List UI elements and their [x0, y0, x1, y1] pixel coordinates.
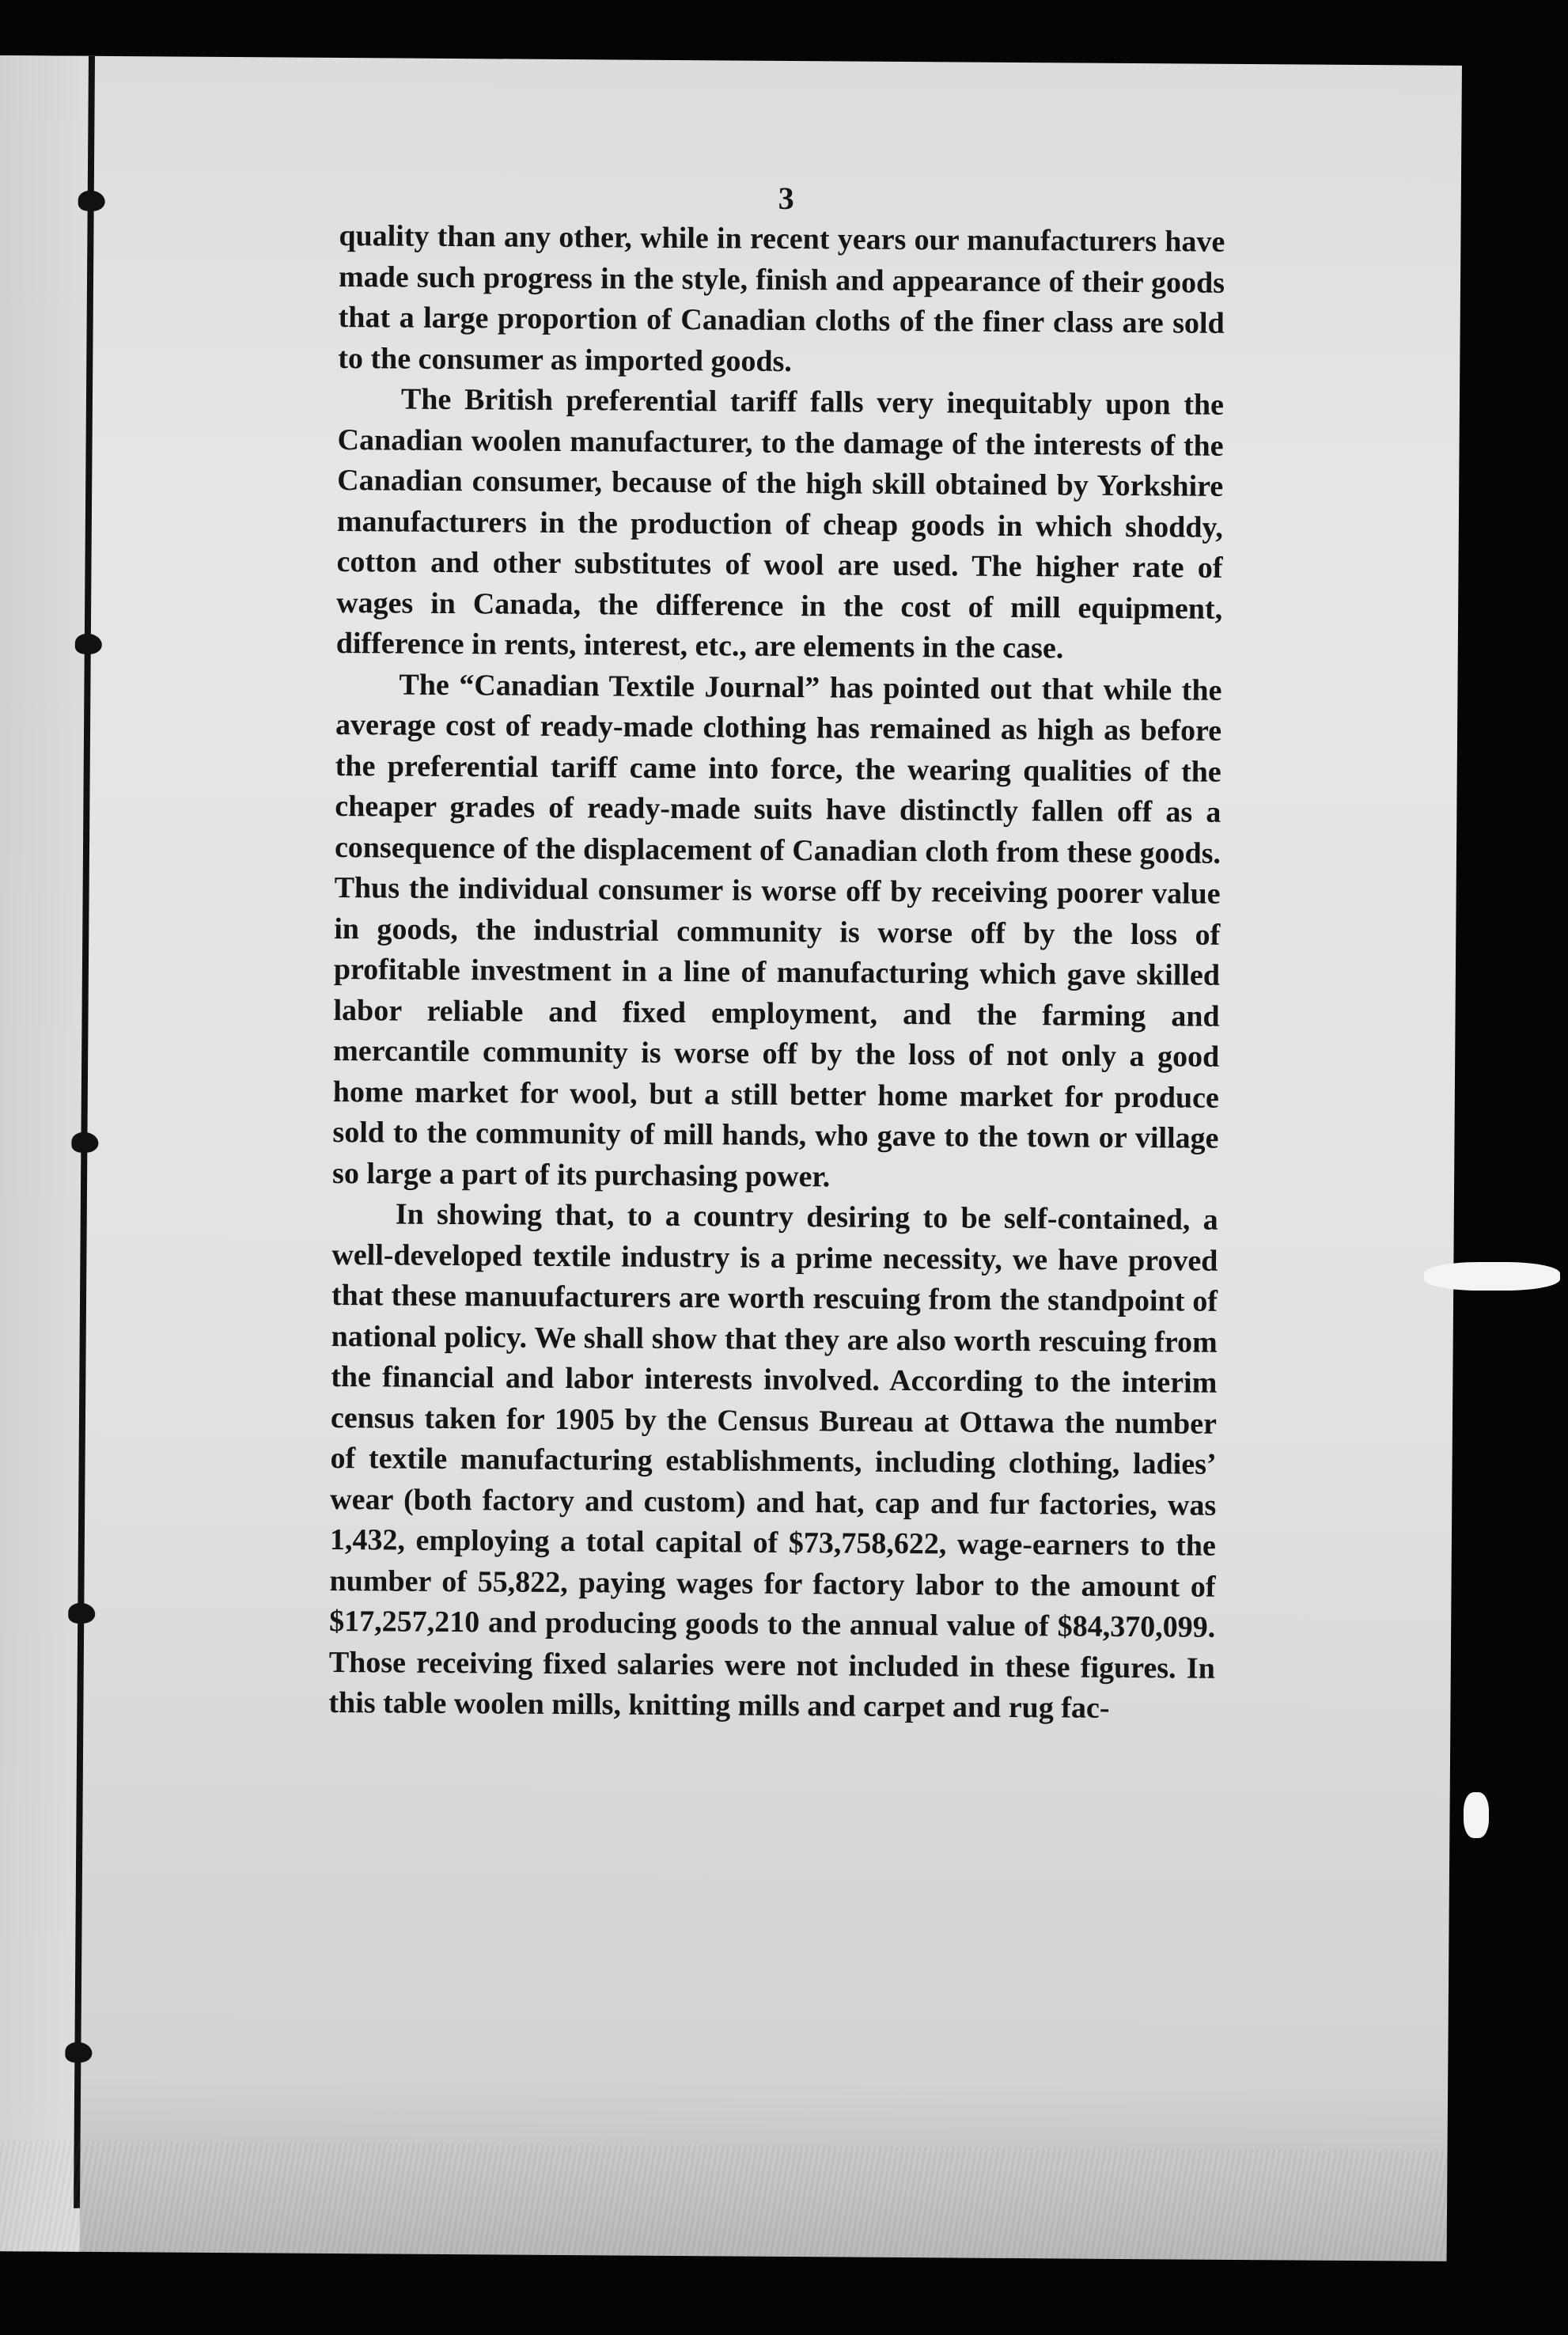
paper-fleck [1464, 1792, 1489, 1838]
binding-stitch [75, 634, 102, 654]
paragraph: The “Canadian Textile Journal” has pointed out that while the average cost of ready-made clothing has remained as high as before the preferential tariff came into force, the wearing qualities of the cheaper grades of ready-made suits have distinctly fallen off as a consequence of the displacement of Canadian cloth from these goods. Thus the individual consumer is worse off by receiving poorer value in goods, the industrial community is worse off by the loss of profitable investment in a line of manufacturing which gave skilled labor reliable and fixed employment, and the farming and mercantile community is worse off by the loss of not only a good home market for wool, but a still better home market for produce sold to the community of mill hands, who gave to the town or village so large a part of its purchasing power. [332, 668, 1222, 1193]
paragraph: The British preferential tariff falls very inequitably upon the Canadian woolen manufacturer, to the damage of the interests of the Canadian consumer, because of the high skill obtained by Yorkshire manufacturers in the production of cheap goods in which shoddy, cotton and other substitutes of wool are used. The higher rate of wages in Canada, the difference in the cost of mill equipment, difference in rents, interest, etc., are elements in the case. [335, 382, 1225, 665]
binding-stitch [65, 2042, 92, 2063]
paper-fleck [1424, 1262, 1560, 1291]
binding-stitch [68, 1603, 95, 1624]
body-text [328, 216, 1225, 1730]
paper-grain [0, 2140, 1448, 2261]
paper-page [0, 55, 1462, 2261]
paragraph: In showing that, to a country desiring to be self-contained, a well-developed textile industry is a prime necessity, we have proved that these manuufacturers are worth rescuing from the standpoint of national policy. We shall show that they are also worth rescuing from the financial and labor interests involved. According to the interim census taken for 1905 by the Census Bureau at Ottawa the number of textile manufacturing establishments, including clothing, ladies’ wear (both factory and custom) and hat, cap and fur factories, was 1,432, employing a total capital of $73,758,622, wage-earners to the number of 55,822, paying wages for factory labor to the amount of $17,257,210 and producing goods to the annual value of $84,370,099. Those receiving fixed salaries were not included in these figures. In this table woolen mills, knitting mills and carpet and rug fac- [328, 1197, 1218, 1725]
page-number: 3 [778, 180, 794, 217]
binding-stitch [71, 1132, 98, 1153]
binding-stitch [78, 191, 105, 211]
paragraph: quality than any other, while in recent years our manufacturers have made such progress in the style, finish and appearance of their goods that a large proportion of Canadian cloths of the finer class are sold to the consumer as imported goods. [338, 218, 1225, 378]
